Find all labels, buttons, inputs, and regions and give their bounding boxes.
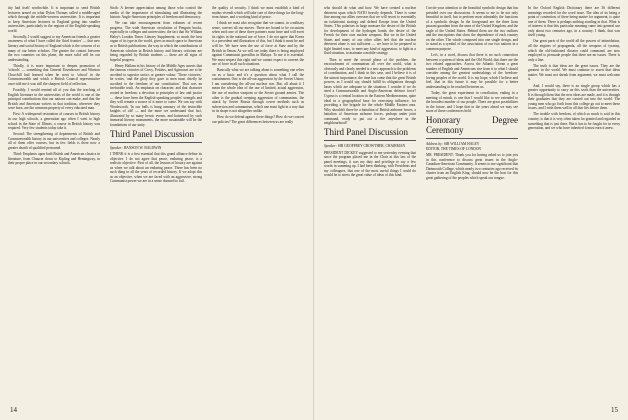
ceremony-title: Honorary Degree Ceremony <box>426 115 518 136</box>
divider <box>324 140 416 141</box>
paragraph: Today, the great experiment in conciliation, ending in a meeting of minds, is one that I would like to see extended to the broadest number of our people. There are great possibilities in the future, and I hope that in the years ahead we may see more of these conferences held. <box>426 91 518 114</box>
section-title: Third Panel Discussion <box>110 129 194 139</box>
paragraph: Let's, in a word, discuss that there is no such connection between a system of ideas and the Old World, that there are the two related approaches. Across the Atlantic Ocean a great number of English and Americans rise from it to what I should consider among the greatest undertakings of the freedom-loving peoples of the world. It is my hope, which I believe and feel, that in this future it may be possible for a better understanding to be reached between us. <box>426 53 518 89</box>
speaker-name: SIR GEOFFREY CROWTHER, CHAIRMAN <box>337 144 406 149</box>
paragraph: First: A widespread restoration of courses in British history in our high schools, a generation ago when I went to high school in the State of Illinois, a course in British history was required. Very few students today take it. <box>8 112 100 131</box>
right-page <box>314 0 628 420</box>
paragraph: Third: Emphasis upon both British and American classics in literature, from Chaucer down to Kipling and Hemingway, in their proper place in our secondary schools. <box>8 151 100 166</box>
paragraph: How do we defend against these things? How do we concert our policies? The great differences between us are really <box>212 115 304 124</box>
paragraph: PRESIDENT DICKEY suggested to me yesterday evening that since the program placed me in the Chair at this last of the panel meetings, it was my duty and privilege to say a few words in summing up. I had been thinking, with Presidents and my colleagues, that one of the most useful things I could do would be to stress the great value of ideas of this kind. <box>324 150 416 178</box>
paragraph: Sixth: A keener appreciation among those who control the media of the importance of stimulating and illustrating the historic Anglo-American principles of freedom and democracy. <box>110 6 202 20</box>
left-column-1 <box>8 6 100 402</box>
address-label: Address by: <box>426 142 443 147</box>
speaker-line <box>324 144 416 149</box>
paragraph: We can take encouragement from volumes of recent progress. The wide American circulation of Penguin books, especially in colleges and universities; the fact that Sir William Haley's London Times Literary Supplement, so much the best organ of its type in the world, gives as much space to American as to British publications; the way in which the contributions of American scholars in British history and literary criticism are being regarded by British students — these are all signs of hopeful progress. <box>110 21 202 62</box>
speaker-label: Speaker: <box>324 144 337 149</box>
divider <box>110 142 202 143</box>
right-column-3 <box>528 6 620 402</box>
address-speaker: SIR WILLIAM HALEY <box>443 142 480 147</box>
paragraph: Second: The strengthening of departments of British and Commonwealth history in our universities and colleges. Nearly all of them offer courses, but in few fields is there now a greater dearth of qualified personnel. <box>8 132 100 150</box>
paragraph: And, I would say, there is no single group which has a greater opportunity to carry on this work than the universities. It is through them that the new ideas are made, and it is through their graduates that they are carried out into the world. The young men who go forth from this college go out to meet these issues, and I wish them well in all that lies before them. <box>528 83 620 111</box>
paragraph: who should do what and how. We have created a nuclear deterrent upon which NATO heavily depends. There is some fine among our allies overseas that we will resort to essentially an isolationist strategy and defend Europe from the United States. This polarises in large measure the desire of the British for development of the hydrogen bomb, the desire of the French for their own nuclear weapons. But we in the United States and many of our other allies feel that the nuclear deterrent alone is not sufficient — we have to be prepared to fight limited wars, to meet any kind of aggression, to fight in a fluid situation, to maintain a mobile strategy. <box>324 6 416 56</box>
speaker-name: HANSON W. BALDWIN <box>123 146 162 150</box>
paragraph: I THINK it is a first essential that this grand alliance define its objective. I do not agree that peace, enduring peace, is a realistic objective. First of all, the lessons of history are against us when we talk about an enduring peace. There has been no such thing in all the years of recorded history. If we adopt this as an objective, when we are faced with an aggressive, strong Communist power we are in a sense doomed to fail. <box>110 152 202 184</box>
paragraph: The truth is that ideas are the great issues. They are the greatest in the world. We must continue to assert that ideas matter. We must not shrink from argument; we must welcome it. <box>528 63 620 82</box>
address-speaker-role: EDITOR, THE TIMES OF LONDON <box>426 146 482 151</box>
paragraph: The trouble with freedom, of which so much is said in this country, is that it is very often taken for granted and regarded as something that is just there. But it has to be fought for in every generation, and we who have inherited it must earn it anew. <box>528 112 620 131</box>
section-title: Third Panel Discussion <box>324 127 408 138</box>
paragraph: Our great parts of the world all the powers of intimidation, all the engines of propaganda, all the weapons of tyranny, which the old-fashioned dictator could command, are now employed to persuade people that there are no issues. There is only a line. <box>528 39 620 62</box>
left-column-3 <box>212 6 304 402</box>
left-column-2 <box>110 6 202 402</box>
speaker-label: Speaker: <box>110 146 123 150</box>
paragraph: Fourthly, I would remind all of you that the teaching of English literature in the universities of the world is one of the principal contributions that our nations can make, and that the British and American writers in that tradition, wherever they were born, are the common property of every educated man. <box>8 88 100 111</box>
paragraph: In the Oxford English Dictionary there are 36 different meanings recorded for the word issue. The idea of its being a point of contention, of there being matter for argument, is quite one of them. There is perhaps nothing startling in that. What is of interest is that this particular meaning came into general use only about two centuries ago, in a country, I think, that was itself young. <box>528 6 620 38</box>
paragraph: Henry Hallam in his history of the Middle Ages asserts that the famous victories of Crecy, Poitiers, and Agincourt are to be ascribed to superior tactics or greater valour. 'Those victories,' he writes, 'and the glory they gave to men must chiefly be ascribed to the freedom of our constitution.' That was an irrefutable truth. An emphasis on character, and that character rooted in freedom; a devotion to principles of law and justice — these have been the English-speaking peoples' strength, and they will remain a source of it more to come. We can say with Wordsworth, 'In our halls is hung armoury of the invincible knights of old' — and the more we understand that fact, illustrated by so many heroic events, and buttressed by such immortal literary monuments, the more sustainable will be the foundations of our unity. <box>110 63 202 127</box>
page-number: 14 <box>10 406 17 414</box>
paragraph: Thirdly, it is more important to deepen promotion of 'schools' — something that General Eisenhower and Winston Churchill had learned when he went to 'school' in the Commonwealth and which a British Council representative once told me it was still the sharpest field of reflection. <box>8 63 100 86</box>
speaker-line <box>110 146 202 151</box>
paragraph: Then to meet the second phase of the problem, the encroachment of communism all over the world, what is obviously and clearly needed is a new approach to the problems of coordination, and I think in this case, and I believe it is of the utmost importance, the time has come that the great British powers, as I would say, should fulfill its obligations through bases which are adequate to the situation. I wonder if we do need a Commonwealth and Anglo-American defence force? Cyprus is a central location in the Eastern Mediterranean, quite ideal in a geographical base for exercising influence, for providing a fire brigade for the whole Middle Eastern area. Why shouldn't there be a battalion of British airborne forces, a battalion of American airborne forces, perhaps under joint command, ready to put out a fire anywhere in the neighbourhood? <box>324 57 416 126</box>
paragraph: Basically what we are talking about is something one relies on as a basic and it's a question about what I call the containment. One is the all-out aggression by the Soviet Union; I am considering the all-out nuclear war. But, all about it I mean the whole idea of the use of limited, actual aggression, the use of nuclear weapons or the Soviet ground armies. The other is the gradual creeping aggression of communism, the attack by Soviet Russia through covert methods such as subversion and communism, which one must fight in a way that in its shape is not altogether unlike. <box>212 68 304 114</box>
paragraph: the quality of security. I think we must establish a kind of modus vivendi which will take care of these things for the long-term future, and a working kind of peace. <box>212 6 304 20</box>
paragraph: MR. PRESIDENT: Thank you for having asked us to join you in this conference to discuss great issues in the Anglo-Canadian-American Community. It seems to me significant that Dartmouth College, which nearly two centuries ago received its charter from an English King, should now be the host for this great gathering of the peoples which speak our tongue. <box>426 153 518 180</box>
paragraph: I invite your attention to the beautiful symbolic design that has presided over our discussions. It seems to me to be not only beautiful in itself, but to perform most admirably the functions of a symbolic design. In the foreground are the three lions passant guardant from the arms of the United Kingdom, and the eagle of the United States. Behind them are the two outlines and the inscriptions that show the dependence of each country on the other. The whole composed into one single design, and to stand as a symbol of the association of our two nations in a common purpose. <box>426 6 518 51</box>
divider <box>426 138 518 139</box>
paragraph: I think we must also recognize that we cannot, in a military sense, convert all our moves. There are bound to be occasions when each one of these three partners must have and will exert its rights in the national use of force. I do not agree that Korea is a precedent and illustration of this, but I think it must be and will be. We have seen the use of force at Suez and by the British in Oman. As we will see today there is being employed against Communist guerrillas in Malaya. To me it is essential. We must respect this right and we cannot expect to convert the use of force in all such situations. <box>212 21 304 67</box>
right-column-2 <box>426 6 518 402</box>
address-line <box>426 142 518 151</box>
paragraph: tity had itself worthwhile. It is important to send British lecturers armed on what Dylan Thomas called a middle-aged which through the middle-western universities. It is important to keep American lecturers in England going into smaller universities, particularly in the regions of the English-speaking world. <box>8 6 100 33</box>
paragraph: Secondly, I would suggest to my American friends a greater awareness of what I have called the 'third frontier' — that new literary and social history of England which is the concern of so many of our better scholars. The greater the contact between the two countries on this plane, the more solid will be our understanding. <box>8 34 100 62</box>
page-number: 15 <box>611 406 618 414</box>
right-column-1 <box>324 6 416 402</box>
